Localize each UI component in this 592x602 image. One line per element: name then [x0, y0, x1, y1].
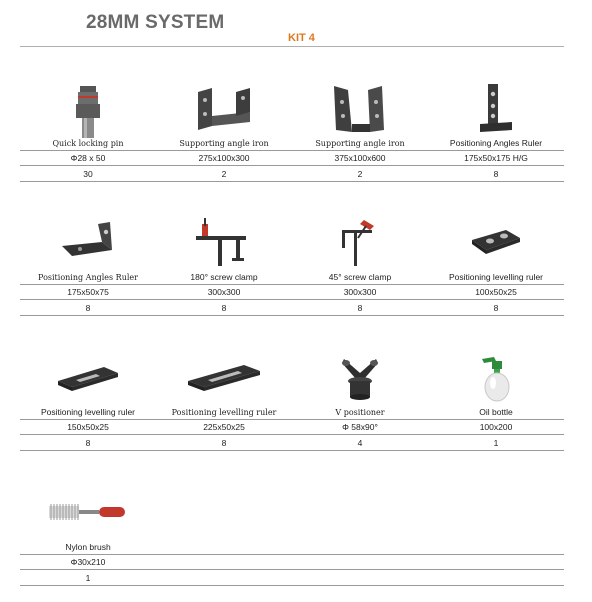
product-spec: 375x100x600 — [334, 153, 386, 163]
row-divider — [20, 569, 564, 570]
product-spec: Φ 58x90° — [342, 422, 378, 432]
product-qty: 2 — [357, 169, 363, 179]
product-name: Positioning Angles Ruler — [449, 138, 543, 148]
product-qty: 2 — [221, 169, 227, 179]
product-name: Nylon brush — [65, 542, 111, 552]
row-divider — [20, 150, 564, 151]
product-name: Oil bottle — [479, 407, 513, 417]
product-name: Supporting angle iron — [315, 139, 405, 148]
product-qty: 4 — [357, 438, 363, 448]
product-qty: 1 — [493, 438, 499, 448]
row-divider — [20, 315, 564, 316]
product-spec: 100x200 — [479, 422, 513, 432]
product-spec: 175x50x75 — [67, 287, 109, 297]
screw-clamp-45-icon — [292, 216, 428, 280]
product-name: Positioning levelling ruler — [40, 407, 136, 417]
product-name: 45° screw clamp — [328, 272, 392, 282]
product-spec: 275x100x300 — [198, 153, 250, 163]
product-spec: 300x300 — [207, 287, 241, 297]
product-qty: 8 — [493, 303, 499, 313]
row-divider — [20, 434, 564, 435]
row-divider — [20, 419, 564, 420]
product-name: V positioner — [335, 408, 385, 417]
product-spec: 175x50x175 H/G — [464, 153, 528, 163]
product-qty: 8 — [493, 169, 499, 179]
kit-label: KIT 4 — [288, 32, 315, 44]
product-qty: 8 — [357, 303, 363, 313]
row-divider — [20, 554, 564, 555]
product-name: Supporting angle iron — [179, 139, 269, 148]
product-name: Quick locking pin — [52, 139, 124, 148]
product-qty: 30 — [83, 169, 93, 179]
product-spec: 225x50x25 — [203, 422, 245, 432]
row-divider — [20, 450, 564, 451]
row-divider — [20, 165, 564, 166]
product-qty: 8 — [85, 303, 91, 313]
product-spec: 100x50x25 — [475, 287, 517, 297]
product-spec: Φ30x210 — [70, 557, 106, 567]
product-name: 180° screw clamp — [190, 272, 258, 282]
tall-angle-ruler-icon — [428, 82, 564, 146]
product-qty: 1 — [85, 573, 91, 583]
product-name: Positioning Angles Ruler — [38, 273, 138, 282]
product-name: Positioning levelling ruler — [171, 408, 277, 417]
product-qty: 8 — [221, 303, 227, 313]
header-divider — [20, 46, 564, 47]
screw-clamp-180-icon — [156, 216, 292, 280]
row-divider — [20, 284, 564, 285]
product-name: Positioning levelling ruler — [448, 272, 544, 282]
oil-bottle-icon — [428, 351, 564, 415]
row-divider — [20, 299, 564, 300]
row-divider — [20, 181, 564, 182]
product-qty: 8 — [221, 438, 227, 448]
product-spec: Φ28 x 50 — [70, 153, 106, 163]
row-divider — [20, 585, 564, 586]
page-title: 28MM SYSTEM — [86, 12, 225, 33]
product-spec: 300x300 — [343, 287, 377, 297]
product-spec: 150x50x25 — [67, 422, 109, 432]
product-qty: 8 — [85, 438, 91, 448]
